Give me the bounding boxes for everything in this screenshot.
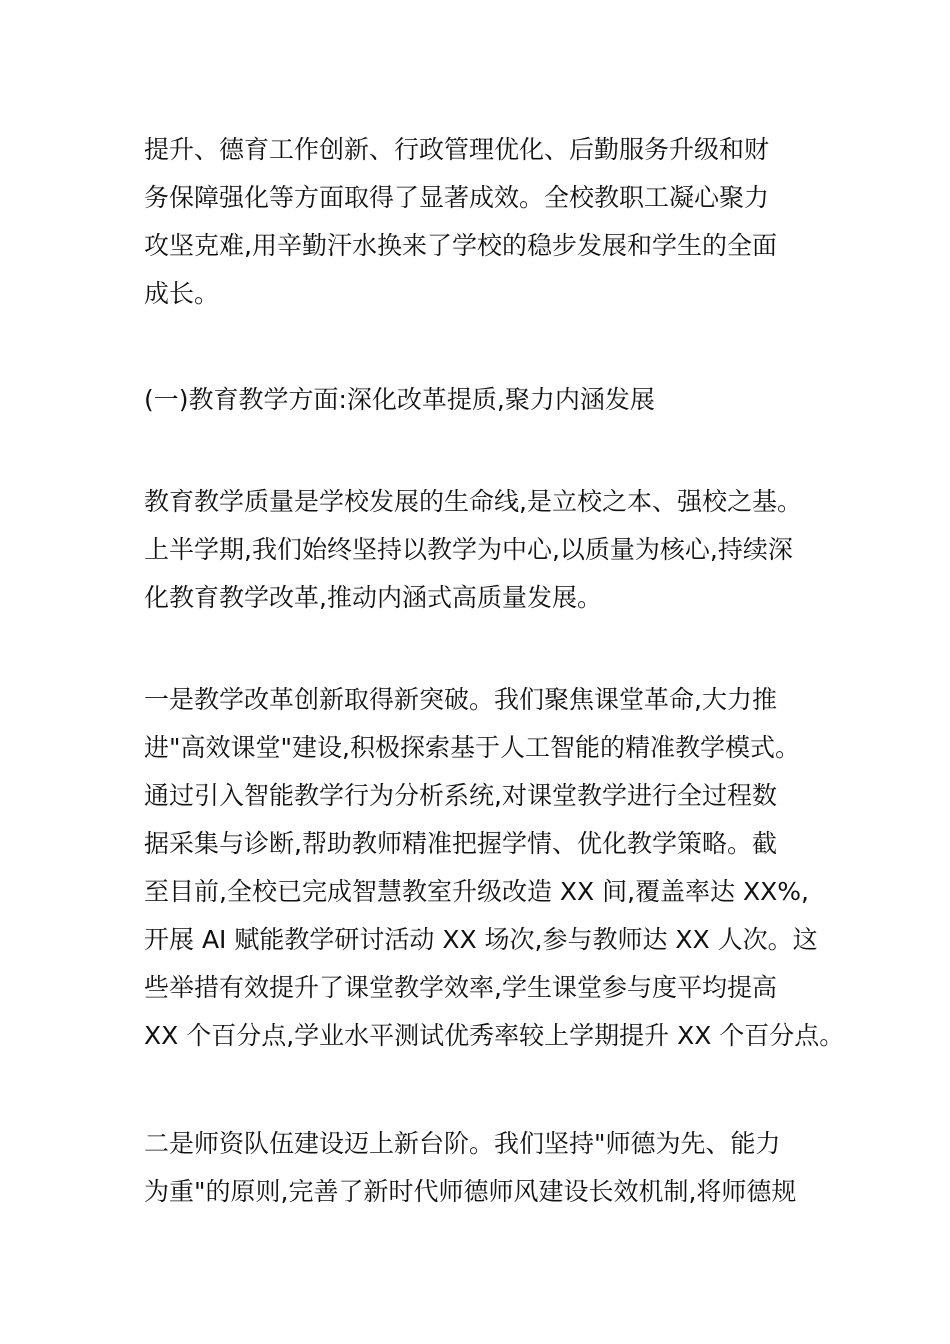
text-line: XX 个百分点,学业水平测试优秀率较上学期提升 XX 个百分点。	[144, 1021, 845, 1050]
text-line: 开展 AI 赋能教学研讨活动 XX 场次,参与教师达 XX 人次。这	[144, 925, 818, 954]
text-line: 些举措有效提升了课堂教学效率,学生课堂参与度平均提高	[144, 973, 777, 1002]
text-line: 务保障强化等方面取得了显著成效。全校教职工凝心聚力	[144, 183, 770, 212]
text-line: 上半学期,我们始终坚持以教学为中心,以质量为核心,持续深	[144, 535, 793, 564]
paragraph-faculty	[144, 1120, 824, 1216]
text-line: 至目前,全校已完成智慧教室升级改造 XX 间,覆盖率达 XX%,	[144, 877, 809, 906]
text-line: 为重"的原则,完善了新时代师德师风建设长效机制,将师德规	[144, 1177, 797, 1206]
text-line: 通过引入智能教学行为分析系统,对课堂教学进行全过程数	[144, 781, 777, 810]
paragraph-intro	[144, 478, 824, 622]
text-line: 进"高效课堂"建设,积极探索基于人工智能的精准教学模式。	[144, 733, 800, 762]
text-line: 攻坚克难,用辛勤汗水换来了学校的稳步发展和学生的全面	[144, 231, 777, 260]
text-line: 教育教学质量是学校发展的生命线,是立校之本、强校之基。	[144, 487, 802, 516]
text-line: 化教育教学改革,推动内涵式高质量发展。	[144, 583, 602, 612]
text-line: 二是师资队伍建设迈上新台阶。我们坚持"师德为先、能力	[144, 1129, 781, 1158]
text-line: 据采集与诊断,帮助教师精准把握学情、优化教学策略。截	[144, 829, 777, 858]
text-line: 一是教学改革创新取得新突破。我们聚焦课堂革命,大力推	[144, 685, 777, 714]
section-heading	[144, 376, 824, 424]
text-line: 提升、德育工作创新、行政管理优化、后勤服务升级和财	[144, 135, 770, 164]
paragraph-teaching-reform	[144, 676, 845, 1060]
heading-line: (一)教育教学方面:深化改革提质,聚力内涵发展	[144, 385, 655, 414]
paragraph-summary	[144, 126, 824, 318]
text-line: 成长。	[144, 279, 220, 308]
